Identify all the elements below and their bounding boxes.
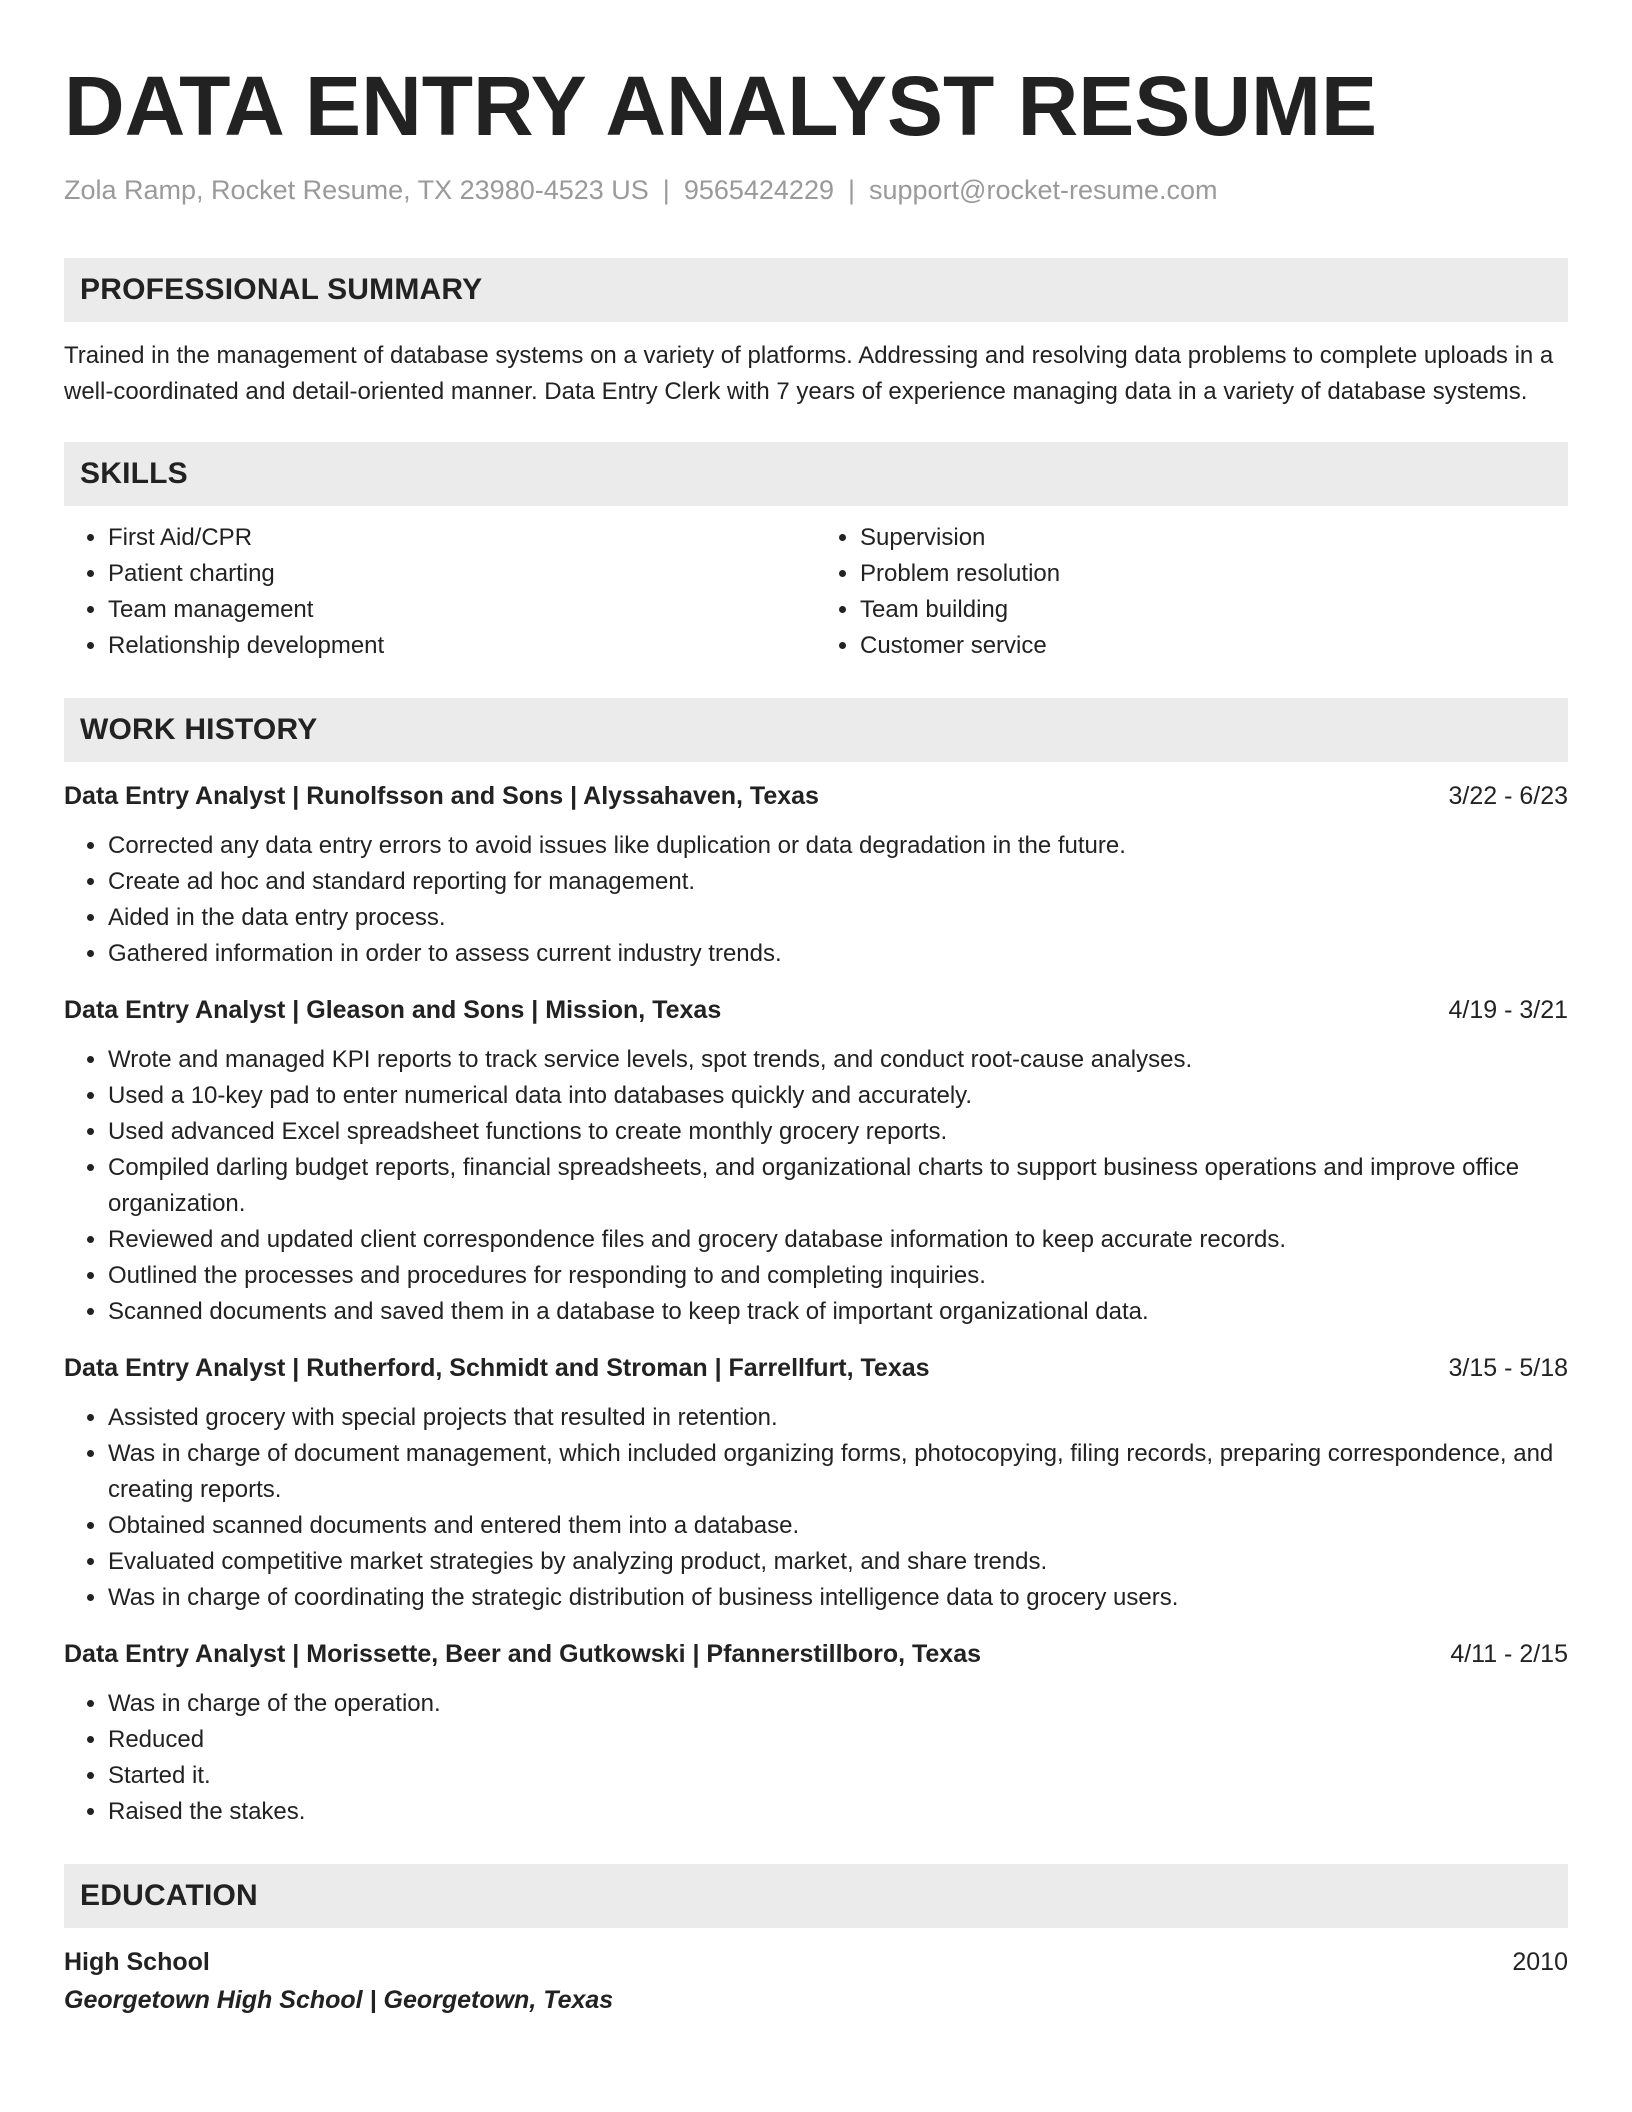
- summary-text: Trained in the management of database systems on a variety of platforms. Addressing and resolving data problems to complete uploads in a well-coordinated and detail-oriented manner. Data Entry Clerk with 7 years of experience managing data in a variety of database systems.: [64, 342, 1554, 405]
- job-bullet: • Create ad hoc and standard reporting for management.: [108, 864, 1568, 900]
- job-header: [64, 1350, 1568, 1386]
- job-bullet: • Gathered information in order to assess current industry trends.: [108, 936, 1568, 972]
- job-dates: 3/22 - 6/23: [1448, 782, 1568, 810]
- skill-item: • Relationship development: [108, 628, 816, 664]
- job-bullet: • Compiled darling budget reports, financial spreadsheets, and organizational charts to support business operations and improve office organization.: [108, 1150, 1568, 1222]
- job-dates: 3/15 - 5/18: [1448, 1354, 1568, 1382]
- skill-item: • Supervision: [860, 520, 1568, 556]
- skill-item: • Problem resolution: [860, 556, 1568, 592]
- job-bullets: [64, 1686, 1568, 1830]
- job-bullet: • Evaluated competitive market strategies by analyzing product, market, and share trends.: [108, 1544, 1568, 1580]
- job-bullet: • Started it.: [108, 1758, 1568, 1794]
- skill-item: • Team building: [860, 592, 1568, 628]
- job-bullet: • Outlined the processes and procedures for responding to and completing inquiries.: [108, 1258, 1568, 1294]
- job-title: Data Entry Analyst | Gleason and Sons | Mission, Texas: [64, 996, 722, 1024]
- skills-heading: SKILLS: [64, 442, 1568, 506]
- job-bullet: • Was in charge of the operation.: [108, 1686, 1568, 1722]
- job-title: Data Entry Analyst | Morissette, Beer and Gutkowski | Pfannerstillboro, Texas: [64, 1640, 982, 1668]
- job-entry: [64, 992, 1568, 1330]
- work-history-heading: WORK HISTORY: [64, 698, 1568, 762]
- job-bullet: • Reviewed and updated client correspondence files and grocery database information to keep accurate records.: [108, 1222, 1568, 1258]
- resume-title: DATA ENTRY ANALYST RESUME: [64, 59, 1377, 153]
- job-bullets: [64, 1042, 1568, 1330]
- job-bullet: • Corrected any data entry errors to avoid issues like duplication or data degradation in the future.: [108, 828, 1568, 864]
- job-bullet: • Obtained scanned documents and entered them into a database.: [108, 1508, 1568, 1544]
- education-header: [64, 1944, 1568, 1980]
- job-dates: 4/11 - 2/15: [1450, 1640, 1568, 1668]
- contact-line: [64, 172, 1568, 208]
- job-header: [64, 778, 1568, 814]
- job-bullet: • Raised the stakes.: [108, 1794, 1568, 1830]
- job-bullet: • Used advanced Excel spreadsheet functions to create monthly grocery reports.: [108, 1114, 1568, 1150]
- job-entry: [64, 1350, 1568, 1616]
- job-bullet: • Wrote and managed KPI reports to track service levels, spot trends, and conduct root-cause analyses.: [108, 1042, 1568, 1078]
- job-dates: 4/19 - 3/21: [1448, 996, 1568, 1024]
- job-header: [64, 992, 1568, 1028]
- skills-list: [64, 520, 1568, 664]
- job-title: Data Entry Analyst | Runolfsson and Sons | Alyssahaven, Texas: [64, 782, 819, 810]
- skill-item: • Customer service: [860, 628, 1568, 664]
- contact-separator: |: [847, 175, 855, 205]
- education-heading: EDUCATION: [64, 1864, 1568, 1928]
- contact-email: support@rocket-resume.com: [869, 175, 1218, 205]
- job-entry: [64, 778, 1568, 972]
- job-bullet: • Was in charge of coordinating the strategic distribution of business intelligence data to grocery users.: [108, 1580, 1568, 1616]
- job-entry: [64, 1636, 1568, 1830]
- skills-column-left: [64, 520, 816, 664]
- contact-address: Zola Ramp, Rocket Resume, TX 23980-4523 US: [64, 175, 649, 205]
- work-history-list: [64, 778, 1568, 1830]
- skill-item: • Patient charting: [108, 556, 816, 592]
- job-bullet: • Assisted grocery with special projects that resulted in retention.: [108, 1400, 1568, 1436]
- skill-item: • Team management: [108, 592, 816, 628]
- job-bullets: [64, 828, 1568, 972]
- job-bullet: • Aided in the data entry process.: [108, 900, 1568, 936]
- job-bullet: • Was in charge of document management, which included organizing forms, photocopying, filing records, preparing correspondence, and creating reports.: [108, 1436, 1568, 1508]
- job-bullet: • Scanned documents and saved them in a database to keep track of important organizational data.: [108, 1294, 1568, 1330]
- job-bullet: • Reduced: [108, 1722, 1568, 1758]
- job-bullet: • Used a 10-key pad to enter numerical data into databases quickly and accurately.: [108, 1078, 1568, 1114]
- job-bullets: [64, 1400, 1568, 1616]
- skill-item: • First Aid/CPR: [108, 520, 816, 556]
- summary-heading: PROFESSIONAL SUMMARY: [64, 258, 1568, 322]
- job-header: [64, 1636, 1568, 1672]
- contact-separator: |: [662, 175, 670, 205]
- education-degree: High School: [64, 1948, 210, 1976]
- skills-column-right: [816, 520, 1568, 664]
- education-school: Georgetown High School | Georgetown, Texas: [64, 1986, 614, 2014]
- contact-phone: 9565424229: [683, 175, 834, 205]
- job-title: Data Entry Analyst | Rutherford, Schmidt and Stroman | Farrellfurt, Texas: [64, 1354, 930, 1382]
- education-year: 2010: [1512, 1948, 1568, 1976]
